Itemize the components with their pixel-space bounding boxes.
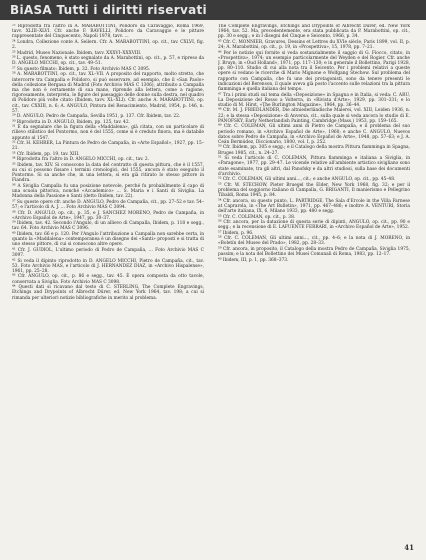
footnote: ⁶⁰ Ibidem, III, p. 1, pp. 368–373. [218,257,289,263]
footnote: ⁵⁸ Cfr. C. COLEMAN, Gli ultimi anni..., cit., pp. 4–6; e la nota di J. MORENO, in «Boletín del Museo del Prado», 1982, pp. 28–33. [218,236,410,247]
footnote: ⁴⁹ Cfr. C. COLEMAN, Gli ultimi anni di Pietro de Campaña, e il problema del suo periodo romano, in «Archivo Español de Arte», 1960; e anche C. ANGULO, Nuevos datos sobre Pedro de Campaña, in «Archivo Español de Arte», 1948, pp. 57–63; e J. A. Ceán Bermúdez, Diccionario, 1800, vol. I, p. 252. [218,124,410,145]
footnote: ⁴⁰ Ibidem, tav. 66 e p. 120. Per l'Angulo l'attribuzione a Campalla non sarebbe certa, in quanto la «Maddalena» contemporanea è un disegno dei «Santi» proposti e si tratta di uno stesso pittore, di cui si conoscono altre opere. [12,231,204,248]
footnote: ⁵⁴ Cfr. ancora, su questo punto, L. PARTRIDGE, The Sala d'Ercole in the Villa Farnese at Caprarola, in «The Art Bulletin», 1971, pp. 467–486; e inoltre A. VENTURI, Storia dell'arte italiana, IX, 6, Milano 1933, pp. 480 e segg. [218,198,410,215]
footnote: The Complete Engravings, Etchings and Drypoints of Albrecht Dürer, ed. New York 1964, tav. 52. Ma, precedentemente, era stata pubblicata da P. Marabottini, op. cit., pp. 30 e segg.; e in I disegni del Cinque e Seicento, 1966, p. 34. [218,24,410,40]
footnote: ²⁴ Londra, Collezione conte A. Seilern. Cfr. A. MARABOTTINI, op. cit., tav. CXLVI, fig. 2. [12,39,204,51]
footnote: ²⁷ Su questo filmato: Ibidem, p. 32. Foto Archivio MAS C 3095. [12,66,151,72]
footnote: ²⁵ Madrid, Museo Nazionale. Ibidem, tavv. XXXVI–XXXVIII. [12,50,142,56]
footnote: ³⁷ Su queste opere cfr. anche D. ANGULO, Pedro de Campaña, cit., pp. 27–52 e tav. 54–57; e l'articolo di A. J. ... Foto Archivio MAS C 3094. [12,199,204,211]
footnote: ²⁸ A. MARABOTTINI, op. cit., tav. XL–VII. A proposito del rapporto, molto stretto, che intercorre tra Campalla e Polidoro, si può osservare, ad esempio, che il «San Paolo» della collezione Bergasa di Madrid (Foto Archivio MAS C 1306), attribuito a Campalla ma che non è certamente di sua mano, riprende alla lettera, come a ragione, rigorosamente, interpreta, le figure del paesaggio delle donne sulla destra, nel quadro di Polidoro più volte citato (Ibidem, tavv. XL–XLI). Cfr. anche A. MARABOTTINI, op. cit., tav. CXXIII, n. 6; A. ANGULO, Pintura del Renacimiento, Madrid, 1954, p. 146, n. 57. [12,72,204,114]
footnote: ³⁵ Ibidem, tav. XIV. Si conoscono la data del contratto di questa pittura, che è il 1557, su cui si possono fissare i termini cronologici, del 1555, ancora è stato eseguito il Pontormo. Si sa anche che, in una lettera, si era già ritirato lo stesso pittore in Fiandra. [12,162,204,184]
footnote: ³⁹ Ibidem, tav. 42. Secondo l'Angulo, di un allievo di Campalla, Ibidem, p. 118 e segg., tav. 64. Foto Archivio MAS C 3096. [12,221,204,232]
footnote: ⁴⁴ Questi dati si ricavano dal testo di C. STERLING, The Complete Engravings, Etchings and Drypoints of Albrecht Dürer, ed. New York 1964, tav. 198; a cui si rimanda per ulteriori notizie bibliografiche in merito al problema. [12,285,204,301]
footnote: ⁴⁵ Cfr. C. MONNIER, Gravures, Dessins et Lettres du XVIe siècle, Paris 1899, vol. II, p. 24; A. Marabottini, op. cit., p. 19, in «Prospettiva», 15, 1978, pp. 7–21. [218,39,410,51]
footnote: ⁴¹ Cfr. J. GUDIOL, L'ultimo periodo di Pedro de Campaña, ... Foto Archivio MAS C 3097. [12,247,204,259]
footnote: ⁵³ Cfr. W. STECHOW, Pieter Bruegel the Elder, New York 1968, fig. 32; e per il problema del soggiorno italiano di Campalla, G. BRIGANTI, Il manierismo e Pellegrino Tibaldi, Roma 1945, p. 84. [218,182,410,199]
right-column [218,24,410,544]
footnote: ⁵⁰ Cfr. Ibidem, pp. 305 e segg.; e il Catalogo della mostra Pittura fiamminga in Spagna, Bruges 1985, cit., n. 24–27. [218,145,410,156]
footnote: ⁵⁷ Ibidem, p. 96. [218,230,254,236]
footnote: ⁴⁶ Per le notizie qui fornite si veda sostanzialmente il saggio di G. Fiocco, citato, in «Prospettiva», 1974; un esempio particolarmente del Weyden e del Rogier. Cfr. anche J. Bruyn, in «Oud Holland», 1971, pp. 117–130; e in generale il Bollettino, Parigi 1928, pp. 80–110. Studio di cui alla nota tra il Seicento. Per i problemi relativi a queste opere si vedano le ricerche di Mario Mignone e Wolfgang Stechow. Sul problema del rapporto con Campalla, che fu uno dei protagonisti, sono da tenere presenti le indicazioni del Berenson, il quale aveva già posto l'accento sulle relazioni tra la pittura fiamminga e quella italiana del tempo. [218,50,410,93]
page-number: 41 [404,543,414,552]
footnote: ²³ Riprodotta fra l'altro in A. MARABOTTINI, Polidoro da Caravaggio, Roma 1969, tavv. XLIII–XLVI. Cfr. anche F. RAVELLI, Polidoro da Caravaggio e le pitture rappresentate del Cinquecento, Napoli 1978, tavv. ... [12,24,204,40]
left-column [12,24,204,544]
footnote: ⁴² Si veda il dipinto riprodotto in D. ANGELO MICCHI, Pietro de Campaña, cit., tav. 53. Foto Archivio MAS, e l'articolo di J. HERNANDEZ DIAZ, in «Archivo Hispalense», 1961, pp. 25–28. [12,258,204,274]
watermark-banner: BiASA Tutti i diritti riservati [0,0,426,20]
footnote: ³¹ È da segnalare che la figura della «Maddalena», già citata, con un particolare di rilievo stilistico del Pontormo, non è del 1555, come si è creduto finora, ma è databile appunto al 1547. [12,125,204,141]
footnote: ⁵¹ Si veda l'articolo di C. COLEMAN, Pittura fiamminga e italiana a Siviglia, in «Paragone», 1977, pp. 29–47. Le vicende relative all'ambiente artistico sivigliano sono state esaminate, tra gli altri, dal Panofsky e da altri studiosi, sulla base dei documenti d'archivio. [218,156,410,177]
footnote: ²⁹ D. ANGULO, Pedro de Campaña, Sevilla 1951, p. 137. Cfr. Ibidem, tav. 22. [12,114,181,120]
footnote: ⁵⁶ Cfr. ancora, per la datazione di questa serie di dipinti, ANGULO, op. cit., pp. 90 e segg.; e la recensione di E. LAFUENTE FERRARI, in «Archivo Español de Arte», 1952. [218,220,410,231]
footnote: ³⁶ A Siviglia Campalla fu una posizione notevole, perché fu probabilmente il capo di una scuola pittorica, nonché «Accademico» ... S. Maria e i Santi di Siviglia. La Madonna della Passione e Santi (detto Ibidem, tav. 22). [12,183,204,200]
footnote: ⁵⁵ Cfr. C. COLEMAN, op. cit., p. 38. [218,214,296,220]
footnote: ³² Cfr. H. KEHRER, La Pintura de Pedro de Campaña, in «Arte Español», 1927, pp. 15–21. [12,141,204,152]
footnote: ³⁸ Cfr. D. ANGULO, op. cit., p. 35, e J. SANCHEZ MORENO, Pedro de Campaña, in «Archivo Español de Arte», 1947, pp. 30–37. [12,210,204,221]
footnote: ³⁰ Riprodotta in D. ANGULO, Ibidem, pp. 125, tav. 42. [12,119,130,125]
footnote: ⁵⁹ Cfr. ancora, in proposito, il Catalogo della mostra Pedro de Campaña, Siviglia 1975, passim; e la nota del Bollettino dei Musei Comunali di Roma, 1983, pp. 12–17. [218,246,410,258]
document-page [12,24,414,550]
footnote: ³³ Cfr. Ibidem, pp. 19, tav. XIII. [12,151,80,157]
footnote: ⁴⁸ Cfr. M. J. FRIEDLÄNDER, Die altniederländische Malerei, vol. XIII, Leiden 1936, n. 22; e la stessa «Deposizione» di Anversa, cit., sulla quale si veda ancora lo studio di E. PANOFSKY, Early Netherlandish Painting, Cambridge (Mass.) 1953, pp. 159–165. [218,108,410,124]
footnote: ⁴⁷ Tra i primi studi sul tema della «Deposizione» in Spagna e in Italia, si veda: C. ARU, La Deposizione del Rosso a Volterra, in «Rivista d'Arte», 1929, pp. 301–331; e lo studio di M. Hirst, «The Burlington Magazine», 1964, pp. 36–44. [218,92,410,108]
footnote: ⁴³ Cfr. ANGULO, op. cit., p. 86 e segg., tav. 45. È opera composta da otto tavole, conservata a Siviglia. Foto Archivio MAS C 3098. [12,274,204,285]
footnote: ²⁶ L. questo, fenomeno, è stato segnalato da A. Marabottini, op. cit., p. 57, e ripreso da D. ANGELO MICCHI, op. cit., tav. 49–51. [12,56,204,67]
footnote: ⁵² Cfr. C. COLEMAN, Gli ultimi anni..., cit.; e anche ANGULO, op. cit., pp. 45–48. [218,177,396,183]
footnote: ³⁴ Riprodotta fra l'altro in D. ANGELO MICCHI, op. cit., tav. 2. [12,157,150,163]
